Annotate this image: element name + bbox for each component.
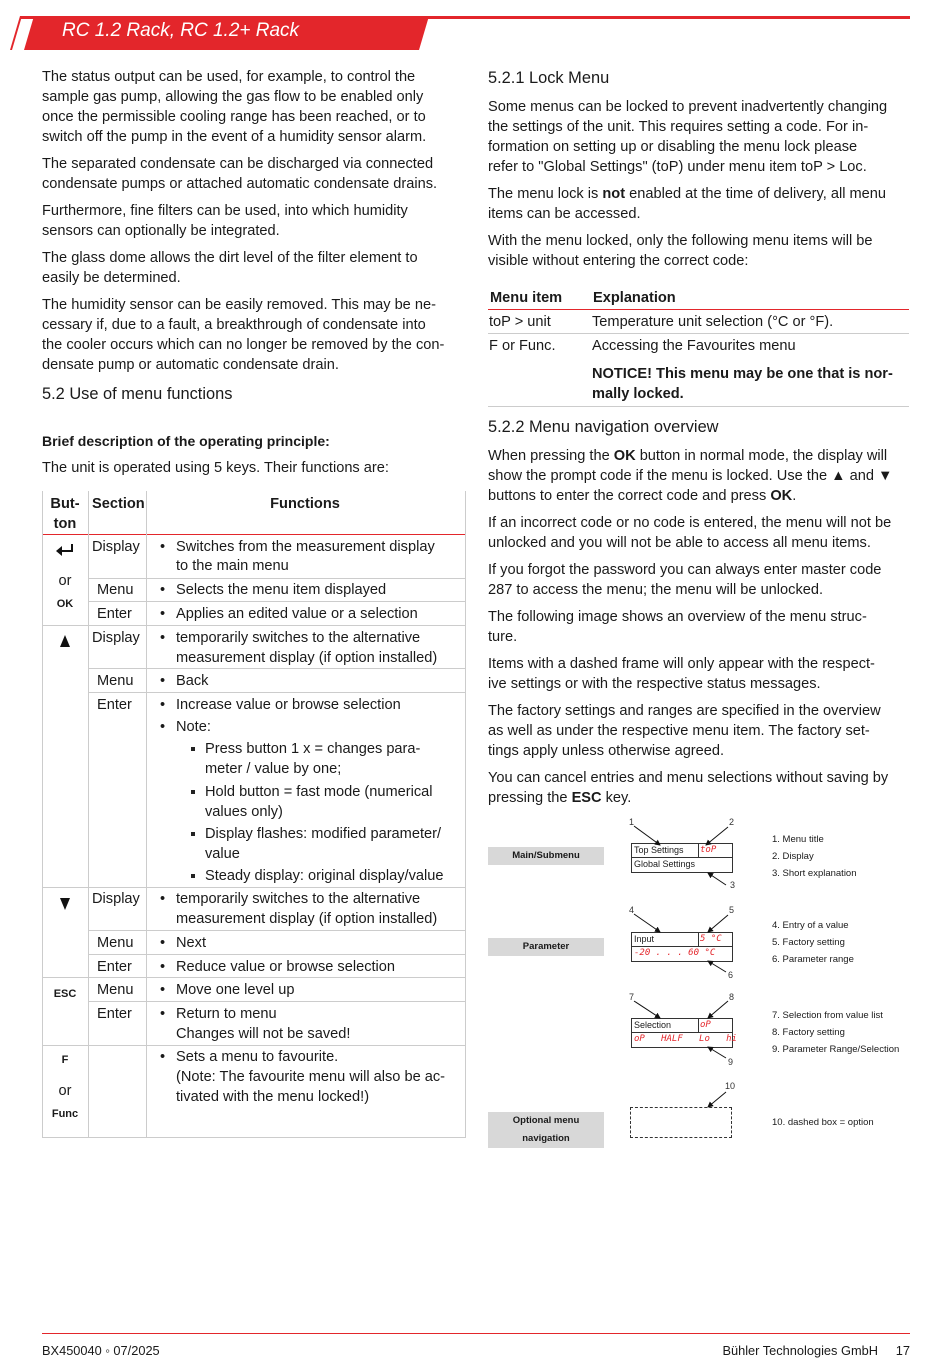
f-key-label: F xyxy=(61,1054,69,1066)
box-display: 5 °C xyxy=(700,934,722,944)
legend-item: 2. Display xyxy=(772,851,814,862)
header-button-2: ton xyxy=(53,516,77,532)
section-display: Display xyxy=(92,891,140,907)
f-or-text: or xyxy=(58,1083,72,1099)
paragraph-line: refer to "Global Settings" (toP) under menu item toP > Loc. xyxy=(488,159,867,175)
function-text: measurement display (if option installed) xyxy=(176,650,438,666)
callout-number: 3 xyxy=(730,880,736,890)
section-menu: Menu xyxy=(97,582,134,598)
header-section: Section xyxy=(92,496,145,512)
square-bullet xyxy=(191,790,195,794)
row-divider xyxy=(89,692,465,693)
paragraph-line: The humidity sensor can be easily removed. This may be ne- xyxy=(42,297,436,313)
paragraph-line: condensate pumps or attached automatic condensate drains. xyxy=(42,176,438,192)
function-text: Changes will not be saved! xyxy=(176,1026,351,1042)
up-arrow-icon xyxy=(59,634,71,648)
box-display: oP xyxy=(700,1020,711,1030)
function-text: to the main menu xyxy=(176,558,289,574)
sub-text: Display flashes: modified parameter/ xyxy=(205,826,442,842)
column-divider xyxy=(88,491,89,1137)
box-title: Input xyxy=(634,934,655,944)
sub-text: value xyxy=(205,846,240,862)
callout-number: 1 xyxy=(629,817,635,827)
bullet: • xyxy=(160,673,166,689)
header-button-1: But- xyxy=(50,496,80,512)
row-divider xyxy=(89,1001,465,1002)
paragraph-line: Furthermore, fine filters can be used, into which humidity xyxy=(42,203,408,219)
table-cell-explanation: Temperature unit selection (°C or °F). xyxy=(592,314,834,330)
row-divider xyxy=(89,601,465,602)
paragraph-line: The separated condensate can be discharged via connected xyxy=(42,156,434,172)
paragraph-line: ture. xyxy=(488,629,518,645)
legend-item: 5. Factory setting xyxy=(772,937,845,948)
legend-item: 9. Parameter Range/Selection xyxy=(772,1044,900,1055)
paragraph-line: sensors can optionally be integrated. xyxy=(42,223,280,239)
paragraph-line: pressing the ESC key. xyxy=(488,790,632,806)
lock-menu-heading: 5.2.1 Lock Menu xyxy=(488,69,610,87)
function-text: temporarily switches to the alternative xyxy=(176,891,421,907)
function-text: Return to menu xyxy=(176,1006,277,1022)
header-functions: Functions xyxy=(270,496,340,512)
function-text: Next xyxy=(176,935,207,951)
paragraph-line: Items with a dashed frame will only appear with the respect- xyxy=(488,656,875,672)
table-cell-item: toP > unit xyxy=(489,314,551,330)
square-bullet xyxy=(191,874,195,878)
callout-number: 6 xyxy=(728,970,734,980)
bullet: • xyxy=(160,1006,166,1022)
section-enter: Enter xyxy=(97,959,132,975)
function-text: temporarily switches to the alternative xyxy=(176,630,421,646)
func-key-label: Func xyxy=(51,1108,79,1120)
section-display: Display xyxy=(92,539,140,555)
notice-text: mally locked. xyxy=(592,386,684,402)
paragraph-line: You can cancel entries and menu selections without saving by xyxy=(488,770,889,786)
callout-number: 10 xyxy=(725,1081,736,1091)
paragraph-line: The status output can be used, for example, to control the xyxy=(42,69,416,85)
callout-number: 2 xyxy=(729,817,735,827)
legend-item: 6. Parameter range xyxy=(772,954,854,965)
function-text: measurement display (if option installed) xyxy=(176,911,438,927)
subheading: Brief description of the operating principle: xyxy=(42,433,330,449)
function-text: Back xyxy=(176,673,209,689)
callout-number: 7 xyxy=(629,992,635,1002)
sub-text: Press button 1 x = changes para- xyxy=(205,741,421,757)
paragraph-line: as well as under the respective menu item. The factory set- xyxy=(488,723,870,739)
function-text: (Note: The favourite menu will also be ac- xyxy=(176,1069,446,1085)
square-bullet xyxy=(191,832,195,836)
sub-text: values only) xyxy=(205,804,283,820)
header-stripe xyxy=(10,16,22,50)
sub-text: Hold button = fast mode (numerical xyxy=(205,784,433,800)
bullet: • xyxy=(160,630,166,646)
function-text: Selects the menu item displayed xyxy=(176,582,387,598)
legend-item: 10. dashed box = option xyxy=(772,1117,874,1128)
section-display: Display xyxy=(92,630,140,646)
paragraph-line: tings apply unless otherwise agreed. xyxy=(488,743,725,759)
function-text: tivated with the menu locked!) xyxy=(176,1089,370,1105)
section-enter: Enter xyxy=(97,1006,132,1022)
row-divider xyxy=(89,954,465,955)
paragraph-line: Some menus can be locked to prevent inadvertently changing xyxy=(488,99,888,115)
box-title: Top Settings xyxy=(634,845,684,855)
sub-text: meter / value by one; xyxy=(205,761,342,777)
paragraph-line: show the prompt code if the menu is locked. Use the ▲ and ▼ xyxy=(488,468,893,484)
row-divider xyxy=(488,333,909,334)
paragraph-line: formation on setting up or disabling the menu lock please xyxy=(488,139,858,155)
paragraph-line: buttons to enter the correct code and press OK. xyxy=(488,488,797,504)
bullet: • xyxy=(160,582,166,598)
paragraph-line: The factory settings and ranges are specified in the overview xyxy=(488,703,881,719)
bullet: • xyxy=(160,891,166,907)
esc-key-label: ESC xyxy=(53,988,77,1000)
section-menu: Menu xyxy=(97,982,134,998)
square-bullet xyxy=(191,747,195,751)
document-number: BX450040 ◦ 07/2025 xyxy=(42,1343,160,1358)
ok-key-label: OK xyxy=(56,598,74,610)
paragraph-line: ive settings or with the respective status messages. xyxy=(488,676,821,692)
callout-number: 4 xyxy=(629,905,635,915)
section-enter: Enter xyxy=(97,697,132,713)
row-divider xyxy=(89,668,465,669)
box-selection-list: oP HALF Lo hi xyxy=(634,1034,737,1044)
row-divider xyxy=(43,977,465,978)
table-cell-item: F or Func. xyxy=(489,338,556,354)
sub-text: Steady display: original display/value xyxy=(205,868,444,884)
diagram-label-main: Main/Submenu xyxy=(488,847,604,865)
diagram-label-parameter: Parameter xyxy=(488,938,604,956)
legend-item: 8. Factory setting xyxy=(772,1027,845,1038)
bullet: • xyxy=(160,539,166,555)
bullet: • xyxy=(160,935,166,951)
bullet: • xyxy=(160,697,166,713)
paragraph-line: The following image shows an overview of the menu struc- xyxy=(488,609,867,625)
intro-text: The unit is operated using 5 keys. Their functions are: xyxy=(42,460,389,476)
paragraph-line: The menu lock is not enabled at the time of delivery, all menu xyxy=(488,186,887,202)
footer-company-page: Bühler Technologies GmbH 17 xyxy=(722,1343,910,1358)
row-divider xyxy=(89,578,465,579)
paragraph-line: items can be accessed. xyxy=(488,206,641,222)
function-text: Move one level up xyxy=(176,982,295,998)
table-cell-explanation: Accessing the Favourites menu xyxy=(592,338,796,354)
page-title: RC 1.2 Rack, RC 1.2+ Rack xyxy=(62,20,300,41)
legend-item: 7. Selection from value list xyxy=(772,1010,883,1021)
column-divider xyxy=(146,491,147,1137)
row-divider xyxy=(488,406,909,407)
bullet: • xyxy=(160,982,166,998)
table-header-explanation: Explanation xyxy=(593,290,676,306)
paragraph-line: sample gas pump, allowing the gas flow to be enabled only xyxy=(42,89,424,105)
paragraph-line: once the permissible cooling range has been reached, or to xyxy=(42,109,426,125)
paragraph-line: 287 to access the menu; the menu will be unlocked. xyxy=(488,582,824,598)
bullet: • xyxy=(160,719,166,735)
function-text: Note: xyxy=(176,719,211,735)
row-divider xyxy=(89,930,465,931)
table-header-item: Menu item xyxy=(490,290,563,306)
bullet: • xyxy=(160,606,166,622)
legend-item: 4. Entry of a value xyxy=(772,920,849,931)
function-text: Applies an edited value or a selection xyxy=(176,606,418,622)
section-menu: Menu xyxy=(97,935,134,951)
paragraph-line: the cooler occurs which can no longer be removed by the con- xyxy=(42,337,445,353)
paragraph-line: If you forgot the password you can always enter master code xyxy=(488,562,882,578)
paragraph-line: The glass dome allows the dirt level of the filter element to xyxy=(42,250,418,266)
table-header-rule xyxy=(488,309,909,310)
function-text: Increase value or browse selection xyxy=(176,697,401,713)
box-range: -20 . . . 60 °C xyxy=(634,948,716,958)
function-text: Switches from the measurement display xyxy=(176,539,435,555)
bullet: • xyxy=(160,1049,166,1065)
row-divider xyxy=(43,1045,465,1046)
notice-text: NOTICE! This menu may be one that is nor- xyxy=(592,366,893,382)
table-header-rule xyxy=(43,534,465,535)
section-enter: Enter xyxy=(97,606,132,622)
box-explanation: Global Settings xyxy=(634,859,696,869)
diagram-label-optional: Optional menu navigation xyxy=(488,1112,604,1148)
paragraph-line: With the menu locked, only the following menu items will be xyxy=(488,233,873,249)
function-text: Reduce value or browse selection xyxy=(176,959,396,975)
bullet: • xyxy=(160,959,166,975)
callout-number: 9 xyxy=(728,1057,734,1067)
row-divider xyxy=(43,887,465,888)
paragraph-line: densate pump or automatic condensate drain. xyxy=(42,357,339,373)
section-heading: 5.2 Use of menu functions xyxy=(42,385,233,403)
paragraph-line: When pressing the OK button in normal mode, the display will xyxy=(488,448,888,464)
callout-number: 5 xyxy=(729,905,735,915)
paragraph-line: If an incorrect code or no code is entered, the menu will not be xyxy=(488,515,892,531)
box-title: Selection xyxy=(634,1020,672,1030)
paragraph-line: unlocked and you will not be able to access all menu items. xyxy=(488,535,871,551)
box-display: toP xyxy=(700,845,717,855)
paragraph-line: easily be determined. xyxy=(42,270,181,286)
paragraph-line: visible without entering the correct code: xyxy=(488,253,749,269)
row-divider xyxy=(43,625,465,626)
callout-number: 8 xyxy=(729,992,735,1002)
down-arrow-icon xyxy=(59,897,71,911)
legend-item: 1. Menu title xyxy=(772,834,824,845)
paragraph-line: switch off the pump in the event of a humidity sensor alarm. xyxy=(42,129,427,145)
function-text: Sets a menu to favourite. xyxy=(176,1049,339,1065)
section-menu: Menu xyxy=(97,673,134,689)
menu-navigation-heading: 5.2.2 Menu navigation overview xyxy=(488,418,719,436)
diagram-arrows xyxy=(620,815,760,1145)
footer-rule xyxy=(42,1333,910,1334)
paragraph-line: the settings of the unit. This requires setting a code. For in- xyxy=(488,119,869,135)
ok-or-text: or xyxy=(58,573,72,589)
legend-item: 3. Short explanation xyxy=(772,868,857,879)
paragraph-line: cessary if, due to a fault, a breakthrough of condensate into xyxy=(42,317,426,333)
enter-key-icon xyxy=(55,543,75,557)
